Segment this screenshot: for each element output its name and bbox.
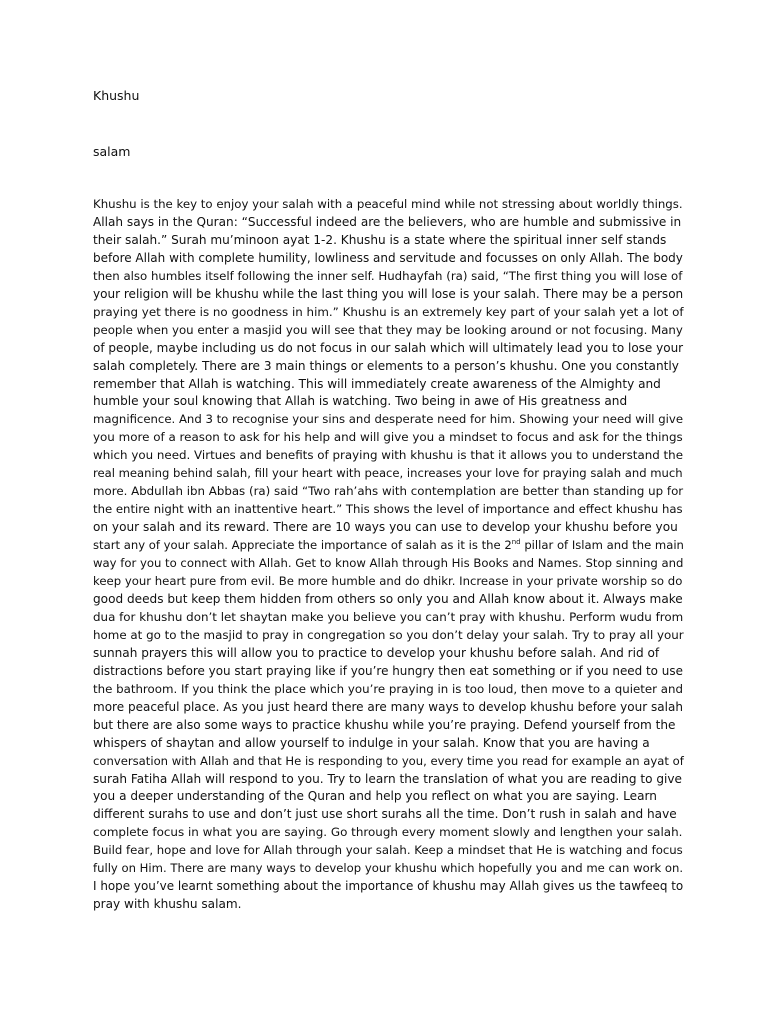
body-line: different surahs to use and don’t just use short surahs all the time. Don’t rush in salah and have (93, 807, 677, 822)
body-line: home at go to the masjid to pray in congregation so you don’t delay your salah. Try to pray all your (93, 627, 684, 642)
body-line: fully on Him. There are many ways to develop your khushu which hopefully you and me can work on. (93, 861, 684, 876)
body-line: complete focus in what you are saying. Go through every moment slowly and lengthen your salah. (93, 825, 683, 840)
body-line: humble your soul knowing that Allah is watching. Two being in awe of His greatness and (93, 394, 628, 409)
body-line: your religion will be khushu while the last thing you will lose is your salah. There may be a person (93, 286, 684, 301)
body-line: salah completely. There are 3 main things or elements to a person’s khushu. One you constantly (93, 358, 679, 373)
body-line: Khushu is the key to enjoy your salah with a peaceful mind while not stressing about worldly things. (93, 197, 683, 211)
document-title: Khushu (93, 88, 140, 103)
body-line: of people, maybe including us do not focus in our salah which will ultimately lead you to lose your (93, 340, 684, 355)
body-line: you a deeper understanding of the Quran and help you reflect on what you are saying. Learn (93, 789, 657, 804)
body-line: whispers of shaytan and allow yourself to indulge in your salah. Know that you are having a (93, 735, 650, 750)
body-line: conversation with Allah and that He is responding to you, every time you read for example an ayat of (93, 753, 684, 768)
body-line: then also humbles itself following the inner self. Hudhayfah (ra) said, “The first thing you will lose of (93, 268, 683, 283)
body-line-head: start any of your salah. Appreciate the importance of salah as it is the 2 (93, 538, 512, 553)
body-line: more. Abdullah ibn Abbas (ra) said “Two rah’ahs with contemplation are better than standing up for (93, 484, 684, 499)
ordinal-superscript: nd (511, 538, 521, 547)
body-line: praying yet there is no goodness in him.” Khushu is an extremely key part of your salah yet a lot of (93, 304, 684, 319)
body-line: before Allah with complete humility, lowliness and servitude and focusses on only Allah. The body (93, 250, 683, 265)
body-line: distractions before you start praying like if you’re hungry then eat something or if you need to use (93, 663, 683, 678)
body-line: magnificence. And 3 to recognise your sins and desperate need for him. Showing your need will give (93, 412, 683, 427)
body-line: the bathroom. If you think the place which you’re praying in is too loud, then move to a quieter and (93, 681, 683, 696)
body-line: remember that Allah is watching. This will immediately create awareness of the Almighty and (93, 376, 661, 391)
greeting-text: salam (93, 144, 131, 159)
body-line: dua for khushu don’t let shaytan make you believe you can’t pray with khushu. Perform wudu from (93, 609, 684, 624)
body-line-with-superscript (93, 537, 683, 555)
body-line: on your salah and its reward. There are 10 ways you can use to develop your khushu before you (93, 520, 678, 535)
body-line-tail: pillar of Islam and the main (520, 538, 684, 553)
body-line: sunnah prayers this will allow you to practice to develop your khushu before salah. And rid of (93, 645, 660, 660)
body-line: real meaning behind salah, fill your heart with peace, increases your love for praying salah and much (93, 466, 683, 481)
body-line: I hope you’ve learnt something about the importance of khushu may Allah gives us the tawfeeq to (93, 879, 684, 894)
body-line: more peaceful place. As you just heard there are many ways to develop khushu before your salah (93, 699, 683, 714)
body-line: you more of a reason to ask for his help and will give you a mindset to focus and ask for the things (93, 430, 683, 445)
body-line: way for you to connect with Allah. Get to know Allah through His Books and Names. Stop sinning and (93, 556, 684, 571)
body-line: good deeds but keep them hidden from others so only you and Allah know about it. Always make (93, 591, 683, 606)
body-line: keep your heart pure from evil. Be more humble and do dhikr. Increase in your private worship so do (93, 574, 683, 589)
body-line: but there are also some ways to practice khushu while you’re praying. Defend yourself from the (93, 717, 676, 732)
body-line: their salah.” Surah mu’minoon ayat 1-2. Khushu is a state where the spiritual inner self stands (93, 232, 667, 247)
body-line: surah Fatiha Allah will respond to you. Try to learn the translation of what you are reading to give (93, 771, 683, 786)
body-line: Allah says in the Quran: “Successful indeed are the believers, who are humble and submissive in (93, 214, 682, 229)
body-paragraph (93, 196, 683, 914)
body-line: the entire night with an inattentive heart.” This shows the level of importance and effect khushu has (93, 502, 683, 517)
body-line: Build fear, hope and love for Allah through your salah. Keep a mindset that He is watching and focus (93, 843, 683, 858)
body-line: people when you enter a masjid you will see that they may be looking around or not focusing. Many (93, 322, 683, 337)
body-line: pray with khushu salam. (93, 897, 242, 912)
body-line: which you need. Virtues and benefits of praying with khushu is that it allows you to understand the (93, 448, 683, 463)
